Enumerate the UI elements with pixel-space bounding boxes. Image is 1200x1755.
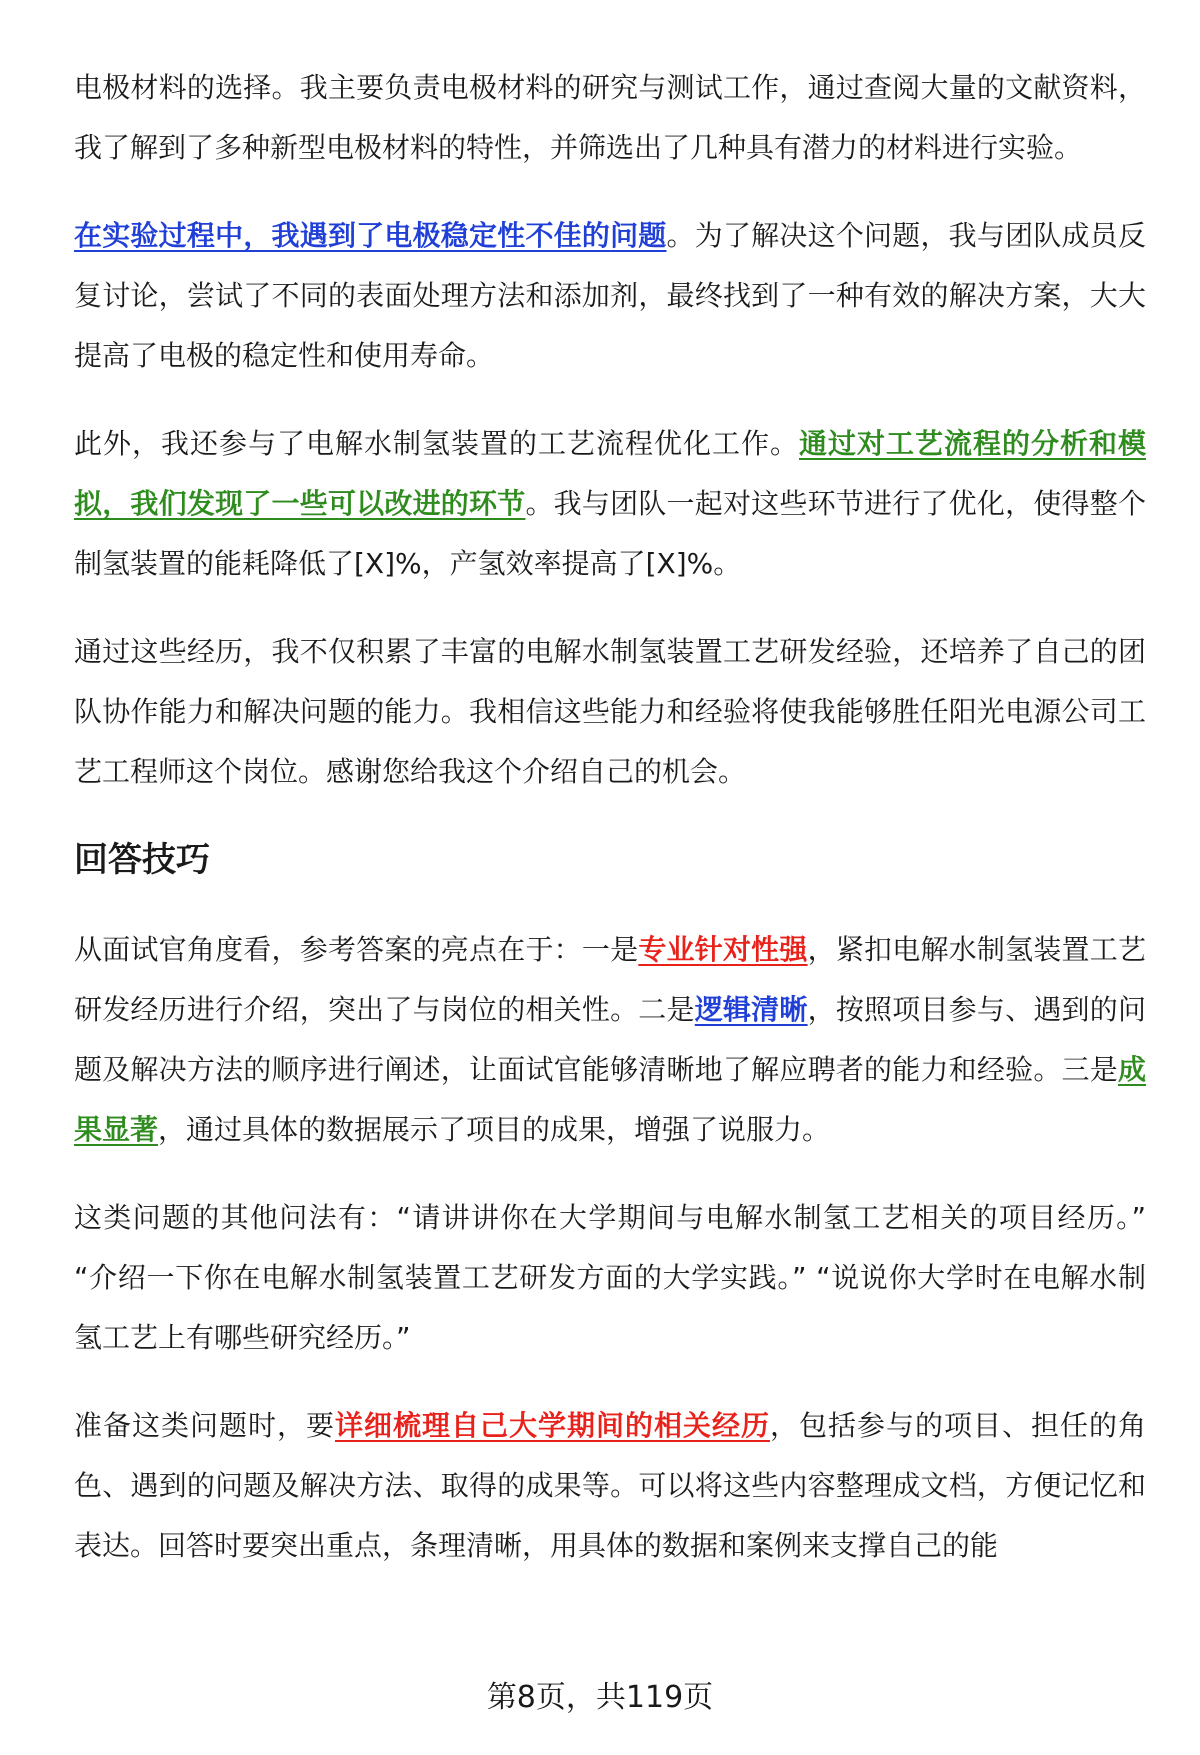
paragraph-text: 电极材料的选择。我主要负责电极材料的研究与测试工作，通过查阅大量的文献资料，我了解到了多种新型电极材料的特性，并筛选出了几种具有潜力的材料进行实验。 xyxy=(74,71,1146,164)
answer-body xyxy=(74,58,1146,802)
paragraph xyxy=(74,1396,1146,1576)
highlight-green: 通过对工艺流程的分析和模拟，我们发现了一些可以改进的环节 xyxy=(74,427,1146,520)
paragraph xyxy=(74,206,1146,386)
paragraph-text: ，紧扣电解水制氢装置工艺研发经历进行介绍，突出了与岗位的相关性。二是 xyxy=(74,933,1146,1026)
paragraph-text: ，通过具体的数据展示了项目的成果，增强了说服力。 xyxy=(158,1113,831,1146)
paragraph-text: 。我与团队一起对这些环节进行了优化，使得整个制氢装置的能耗降低了[X]%，产氢效率提高了[X]%。 xyxy=(74,487,1146,580)
paragraph xyxy=(74,920,1146,1160)
page-footer: 第8页，共119页 xyxy=(486,1680,714,1715)
paragraph-text: 通过这些经历，我不仅积累了丰富的电解水制氢装置工艺研发经验，还培养了自己的团队协作能力和解决问题的能力。我相信这些能力和经验将使我能够胜任阳光电源公司工艺工程师这个岗位。感谢您给我这个介绍自己的机会。 xyxy=(74,635,1146,788)
paragraph xyxy=(74,622,1146,802)
highlight-green: 成果显著 xyxy=(74,1053,1146,1146)
highlight-red: 详细梳理自己大学期间的相关经历 xyxy=(335,1409,770,1442)
paragraph xyxy=(74,58,1146,178)
paragraph-text: ，按照项目参与、遇到的问题及解决方法的顺序进行阐述，让面试官能够清晰地了解应聘者的能力和经验。三是 xyxy=(74,993,1146,1086)
paragraph-text: 此外，我还参与了电解水制氢装置的工艺流程优化工作。 xyxy=(74,427,799,460)
tips-body xyxy=(74,920,1146,1576)
section-heading: 回答技巧 xyxy=(74,840,210,880)
highlight-blue: 逻辑清晰 xyxy=(694,993,808,1026)
paragraph-text: 。为了解决这个问题，我与团队成员反复讨论，尝试了不同的表面处理方法和添加剂，最终找到了一种有效的解决方案，大大提高了电极的稳定性和使用寿命。 xyxy=(74,219,1146,372)
highlight-red: 专业针对性强 xyxy=(638,933,808,966)
paragraph-text: 这类问题的其他问法有：“请讲讲你在大学期间与电解水制氢工艺相关的项目经历。” “介绍一下你在电解水制氢装置工艺研发方面的大学实践。” “说说你大学时在电解水制氢工艺上有哪些研究经历。” xyxy=(74,1201,1146,1354)
paragraph-text: 准备这类问题时，要 xyxy=(74,1409,335,1442)
document-page xyxy=(74,58,1146,1604)
paragraph-text: 从面试官角度看，参考答案的亮点在于：一是 xyxy=(74,933,639,966)
paragraph xyxy=(74,414,1146,594)
paragraph xyxy=(74,1188,1146,1368)
paragraph-text: ，包括参与的项目、担任的角色、遇到的问题及解决方法、取得的成果等。可以将这些内容整理成文档，方便记忆和表达。回答时要突出重点，条理清晰，用具体的数据和案例来支撑自己的能 xyxy=(74,1409,1146,1562)
highlight-blue: 在实验过程中，我遇到了电极稳定性不佳的问题 xyxy=(74,219,667,252)
